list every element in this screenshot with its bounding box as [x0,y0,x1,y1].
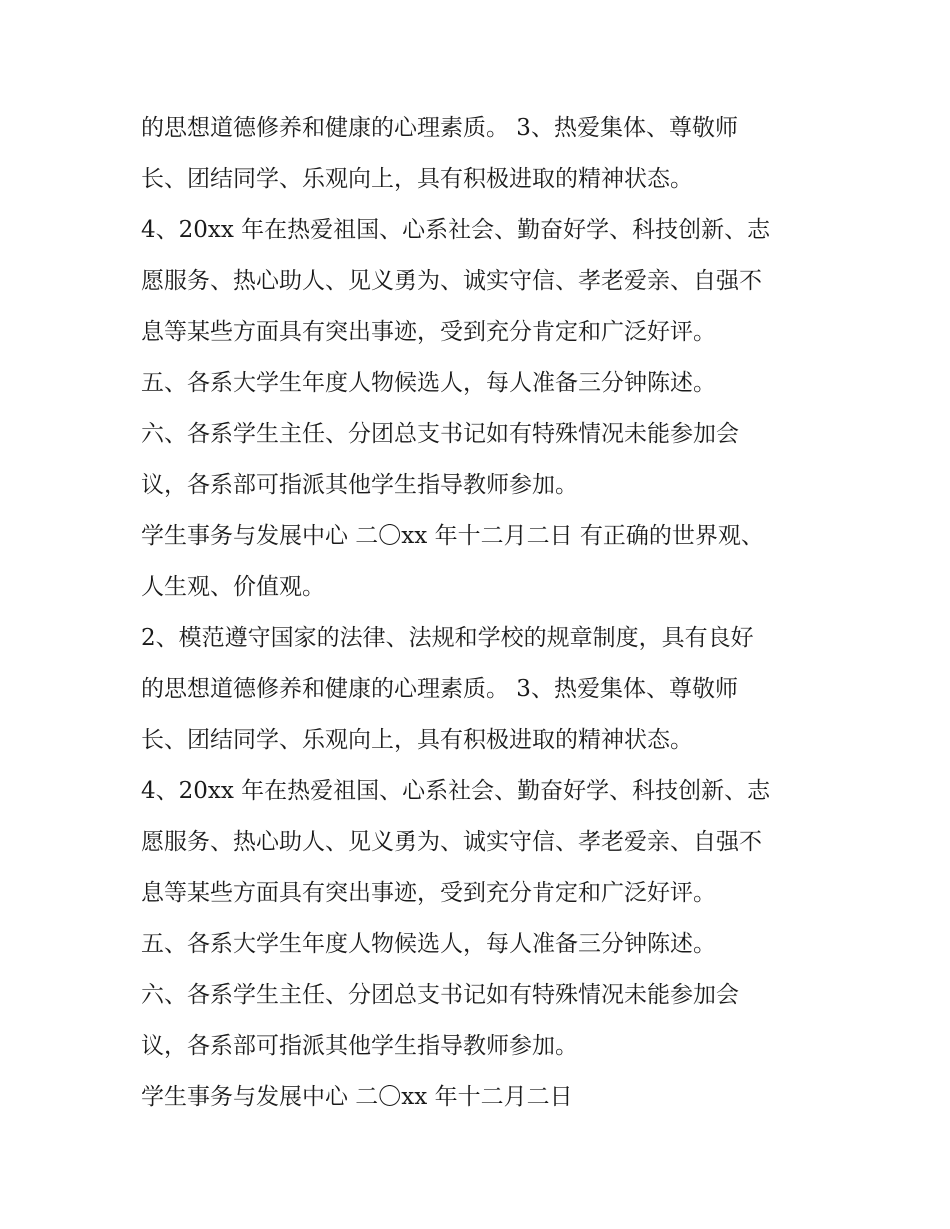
text-line: 息等某些方面具有突出事迹，受到充分肯定和广泛好评。 [141,319,716,345]
document-body [141,103,831,1123]
text-line: 息等某些方面具有突出事迹，受到充分肯定和广泛好评。 [141,880,716,906]
text-line: 学生事务与发展中心 二〇xx 年十二月二日 有正确的世界观、 [141,523,764,549]
text-line: 议，各系部可指派其他学生指导教师参加。 [141,472,578,498]
text-line: 4、20xx 年在热爱祖国、心系社会、勤奋好学、科技创新、志 [141,778,771,804]
text-line: 六、各系学生主任、分团总支书记如有特殊情况未能参加会 [141,982,739,1008]
text-line: 2、模范遵守国家的法律、法规和学校的规章制度，具有良好 [141,625,754,651]
text-line: 五、各系大学生年度人物候选人，每人准备三分钟陈述。 [141,370,716,396]
text-line: 五、各系大学生年度人物候选人，每人准备三分钟陈述。 [141,931,716,957]
text-line: 议，各系部可指派其他学生指导教师参加。 [141,1033,578,1059]
text-line: 的思想道德修养和健康的心理素质。 3、热爱集体、尊敬师 [141,115,738,141]
text-line: 长、团结同学、乐观向上，具有积极进取的精神状态。 [141,727,693,753]
text-line: 的思想道德修养和健康的心理素质。 3、热爱集体、尊敬师 [141,676,738,702]
text-line: 愿服务、热心助人、见义勇为、诚实守信、孝老爱亲、自强不 [141,268,762,294]
text-line: 六、各系学生主任、分团总支书记如有特殊情况未能参加会 [141,421,739,447]
text-line: 学生事务与发展中心 二〇xx 年十二月二日 [141,1084,573,1110]
text-line: 4、20xx 年在热爱祖国、心系社会、勤奋好学、科技创新、志 [141,217,771,243]
text-line: 愿服务、热心助人、见义勇为、诚实守信、孝老爱亲、自强不 [141,829,762,855]
text-line: 长、团结同学、乐观向上，具有积极进取的精神状态。 [141,166,693,192]
text-line: 人生观、价值观。 [141,574,325,600]
